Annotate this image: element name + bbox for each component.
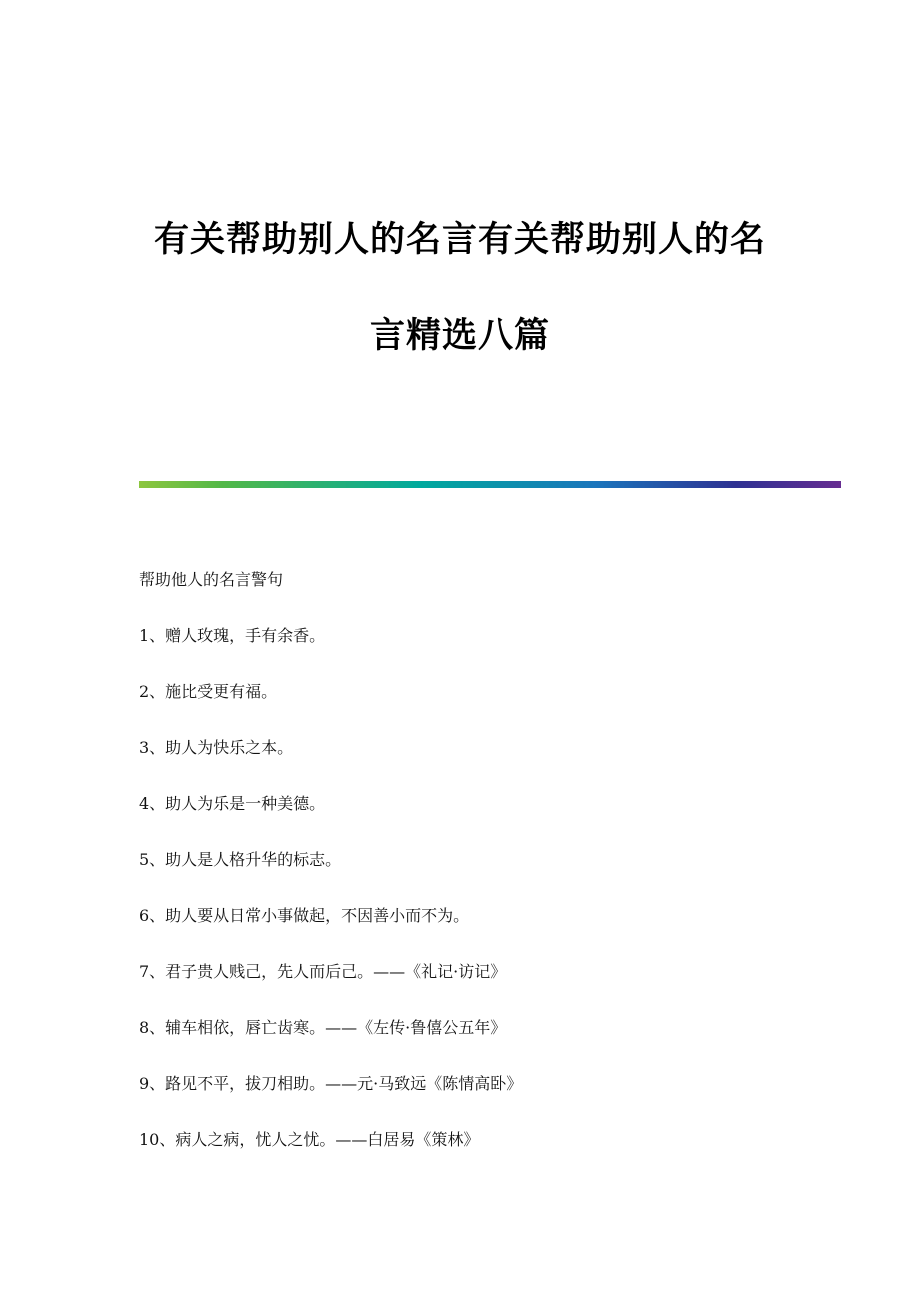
document-title-line-1: 有关帮助别人的名言有关帮助别人的名 <box>153 220 766 260</box>
section-heading: 帮助他人的名言警句 <box>139 570 284 589</box>
quote-item-4: 4、助人为乐是一种美德。 <box>139 794 326 813</box>
quote-item-5: 5、助人是人格升华的标志。 <box>139 850 342 869</box>
quote-item-1: 1、赠人玫瑰，手有余香。 <box>139 626 326 645</box>
quote-item-8: 8、辅车相依，唇亡齿寒。——《左传·鲁僖公五年》 <box>139 1018 507 1037</box>
quote-item-7: 7、君子贵人贱己，先人而后己。——《礼记·访记》 <box>139 962 507 981</box>
document-title-line-2: 言精选八篇 <box>369 316 550 356</box>
gradient-divider <box>139 481 841 488</box>
quote-item-6: 6、助人要从日常小事做起，不因善小而不为。 <box>139 906 470 925</box>
quote-item-2: 2、施比受更有福。 <box>139 682 278 701</box>
quote-item-9: 9、路见不平，拔刀相助。——元·马致远《陈情高卧》 <box>139 1074 523 1093</box>
quote-item-10: 10、病人之病，忧人之忧。——白居易《策林》 <box>139 1130 480 1149</box>
quote-item-3: 3、助人为快乐之本。 <box>139 738 294 757</box>
